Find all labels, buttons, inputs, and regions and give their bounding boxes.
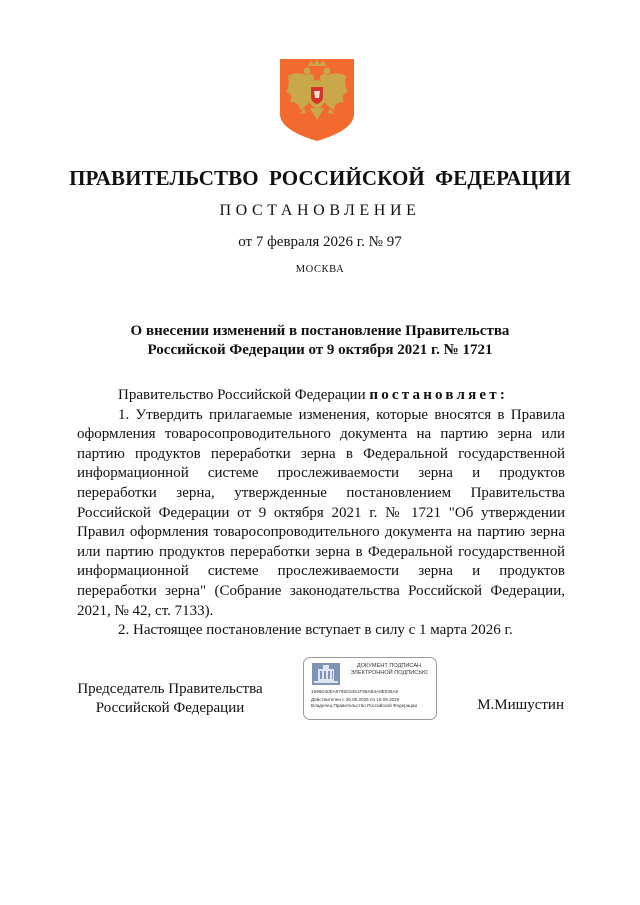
coat-of-arms-emblem	[276, 56, 358, 143]
signer-name: М.Мишустин	[477, 697, 564, 713]
signer-position-line-2: Российской Федерации	[95, 700, 245, 716]
stamp-heading-line-1: ДОКУМЕНТ ПОДПИСАН	[356, 663, 422, 669]
decree-intro	[77, 386, 565, 406]
document-city: МОСКВА	[295, 264, 345, 275]
government-title: ПРАВИТЕЛЬСТВО РОССИЙСКОЙ ФЕДЕРАЦИИ	[69, 166, 571, 190]
certificate-owner: Владелец Правительство Российской Федерации	[311, 703, 418, 708]
decree-item-1: 1. Утвердить прилагаемые изменения, которые вносятся в Правила оформления товаросопроводительного документа на партию зерна или партию продуктов переработки зерна в Федеральной государственной информационной системе прослеживаемости зерна и продуктов переработки зерна, утвержденные постановлением Правительства Российской Федерации от 9 октября 2021 г. № 1721 "Об утверждении Правил оформления товаросопроводительного документа на партию зерна или партию продуктов переработки зерна в Федеральной государственной информационной системе прослеживаемости зерна и продуктов переработки зерна" (Собрание законодательства Российской Федерации, 2021, № 42, ст. 7133).	[77, 406, 565, 619]
document-body	[77, 386, 565, 641]
stamp-heading-line-2: ЭЛЕКТРОННОЙ ПОДПИСЬЮ	[350, 670, 428, 676]
certificate-serial: 1696D40EA9795C5451F98AB4A8E038A9	[311, 689, 399, 694]
document-type: ПОСТАНОВЛЕНИЕ	[219, 202, 421, 219]
stamp-heading	[344, 663, 434, 677]
document-subject	[0, 322, 640, 360]
subject-line-1: О внесении изменений в постановление Правительства	[130, 323, 510, 339]
subject-line-2: Российской Федерации от 9 октября 2021 г. № 1721	[147, 342, 493, 358]
electronic-signature-stamp	[303, 657, 437, 720]
government-building-icon	[312, 663, 340, 685]
decree-word: постановляет:	[369, 387, 509, 403]
document-date-number: от 7 февраля 2026 г. № 97	[238, 234, 402, 250]
signer-position-line-1: Председатель Правительства	[77, 681, 263, 697]
decree-item-2: 2. Настоящее постановление вступает в силу с 1 марта 2026 г.	[118, 622, 513, 639]
certificate-validity: Действителен с 26.06.2025 по 19.09.2026	[311, 697, 400, 702]
decree-intro-text: Правительство Российской Федерации	[118, 387, 370, 403]
signer-position	[70, 680, 270, 718]
